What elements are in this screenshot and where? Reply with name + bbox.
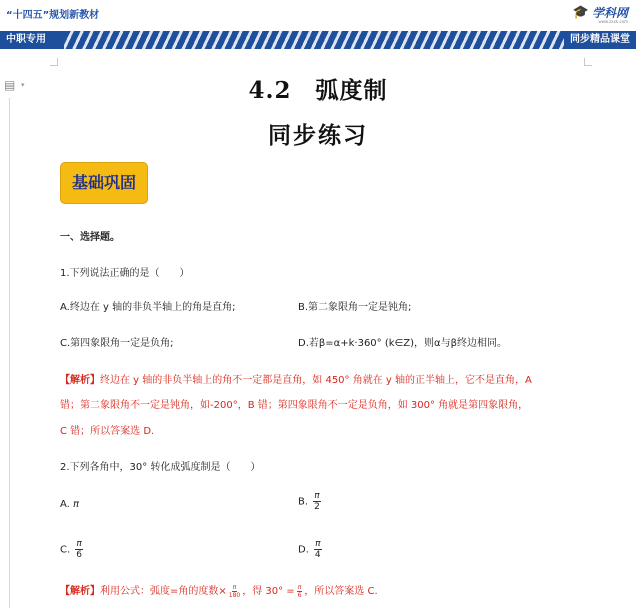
q2-option-a-value: π bbox=[73, 499, 80, 510]
q2-analysis-fraction-2 bbox=[297, 584, 303, 599]
brand-url: www.zxxk.com bbox=[598, 19, 628, 24]
q2-stem: 2.下列各角中，30° 转化成弧度制是（ ） bbox=[60, 462, 261, 473]
q2-option-a bbox=[60, 499, 79, 510]
q2-option-c-den: 6 bbox=[76, 550, 82, 560]
q1-option-d: D.若β=α+k·360° (k∈Z)，则α与β终边相同。 bbox=[298, 338, 507, 349]
graduation-cap-icon: 🎓 bbox=[572, 5, 589, 20]
section-heading: 一、选择题。 bbox=[60, 232, 120, 243]
q2-option-d-fraction bbox=[314, 539, 321, 560]
section-badge: 基础巩固 bbox=[60, 162, 148, 204]
q1-analysis-line-1 bbox=[60, 371, 532, 386]
q2-option-b-label: B. bbox=[298, 496, 309, 508]
q2-analysis-text-b: ，得 30° = bbox=[242, 586, 295, 597]
q1-option-b: B.第二象限角一定是钝角; bbox=[298, 302, 412, 313]
header-stripes bbox=[64, 31, 564, 49]
q2-option-c-fraction bbox=[75, 539, 82, 560]
q2-analysis-text-c: ，所以答案选 C. bbox=[304, 586, 378, 597]
q1-analysis-tag: 【解析】 bbox=[60, 375, 100, 386]
q2-option-d-den: 4 bbox=[314, 550, 321, 560]
q1-analysis-line-2: 错；第二象限角不一定是钝角，如-200°，B 错；第四象限角不一定是负角，如 300° 角就是第四象限角， bbox=[60, 400, 529, 411]
q2-option-c bbox=[60, 539, 85, 560]
q2-analysis-frac1-num: π bbox=[232, 583, 237, 591]
brand-logo bbox=[572, 4, 628, 24]
q1-stem: 1.下列说法正确的是（ ） bbox=[60, 268, 190, 279]
q2-option-c-num: π bbox=[76, 539, 82, 549]
crop-mark-right bbox=[584, 58, 592, 66]
q1-analysis-line-3: C 错；所以答案选 D. bbox=[60, 426, 155, 437]
q2-option-b-fraction bbox=[313, 491, 320, 512]
margin-line bbox=[9, 98, 10, 608]
q2-analysis-frac1-den: 180 bbox=[228, 591, 241, 599]
q1-option-c: C.第四象限角一定是负角; bbox=[60, 338, 174, 349]
q2-analysis-frac2-num: π bbox=[297, 583, 302, 591]
q2-option-d-label: D. bbox=[298, 544, 309, 556]
header-tagline: “十四五”规划新教材 bbox=[6, 10, 100, 21]
q2-analysis-frac2-den: 6 bbox=[297, 591, 302, 599]
header-right-label: 同步精品课堂 bbox=[564, 32, 636, 48]
q2-option-a-label: A. bbox=[60, 499, 70, 510]
q2-analysis-tag: 【解析】 bbox=[60, 586, 100, 597]
header-left-label: 中职专用 bbox=[0, 32, 52, 48]
q1-analysis-text-1: 终边在 y 轴的非负半轴上的角不一定都是直角，如 450° 角就在 y 轴的正半轴上，它不是直角，A bbox=[100, 375, 532, 386]
q2-option-b bbox=[298, 491, 323, 512]
page-subtitle: 同步练习 bbox=[268, 122, 368, 149]
q2-analysis bbox=[60, 582, 378, 599]
q2-option-d bbox=[298, 539, 324, 560]
chevron-down-icon[interactable]: ▾ bbox=[21, 81, 25, 89]
q1-option-a: A.终边在 y 轴的非负半轴上的角是直角; bbox=[60, 302, 236, 313]
document-icon[interactable]: ▤ bbox=[4, 78, 16, 92]
header-band bbox=[0, 31, 636, 49]
q2-analysis-text-a: 利用公式：弧度=角的度数× bbox=[100, 586, 227, 597]
crop-mark-left bbox=[50, 58, 58, 66]
q2-option-d-num: π bbox=[315, 539, 321, 549]
page-title: 4.2 弧度制 bbox=[248, 77, 388, 104]
q2-option-b-num: π bbox=[314, 491, 320, 501]
q2-analysis-fraction-1 bbox=[229, 584, 240, 599]
brand-name: 学科网 bbox=[591, 6, 628, 20]
q2-option-b-den: 2 bbox=[314, 502, 320, 512]
q2-option-c-label: C. bbox=[60, 544, 71, 556]
